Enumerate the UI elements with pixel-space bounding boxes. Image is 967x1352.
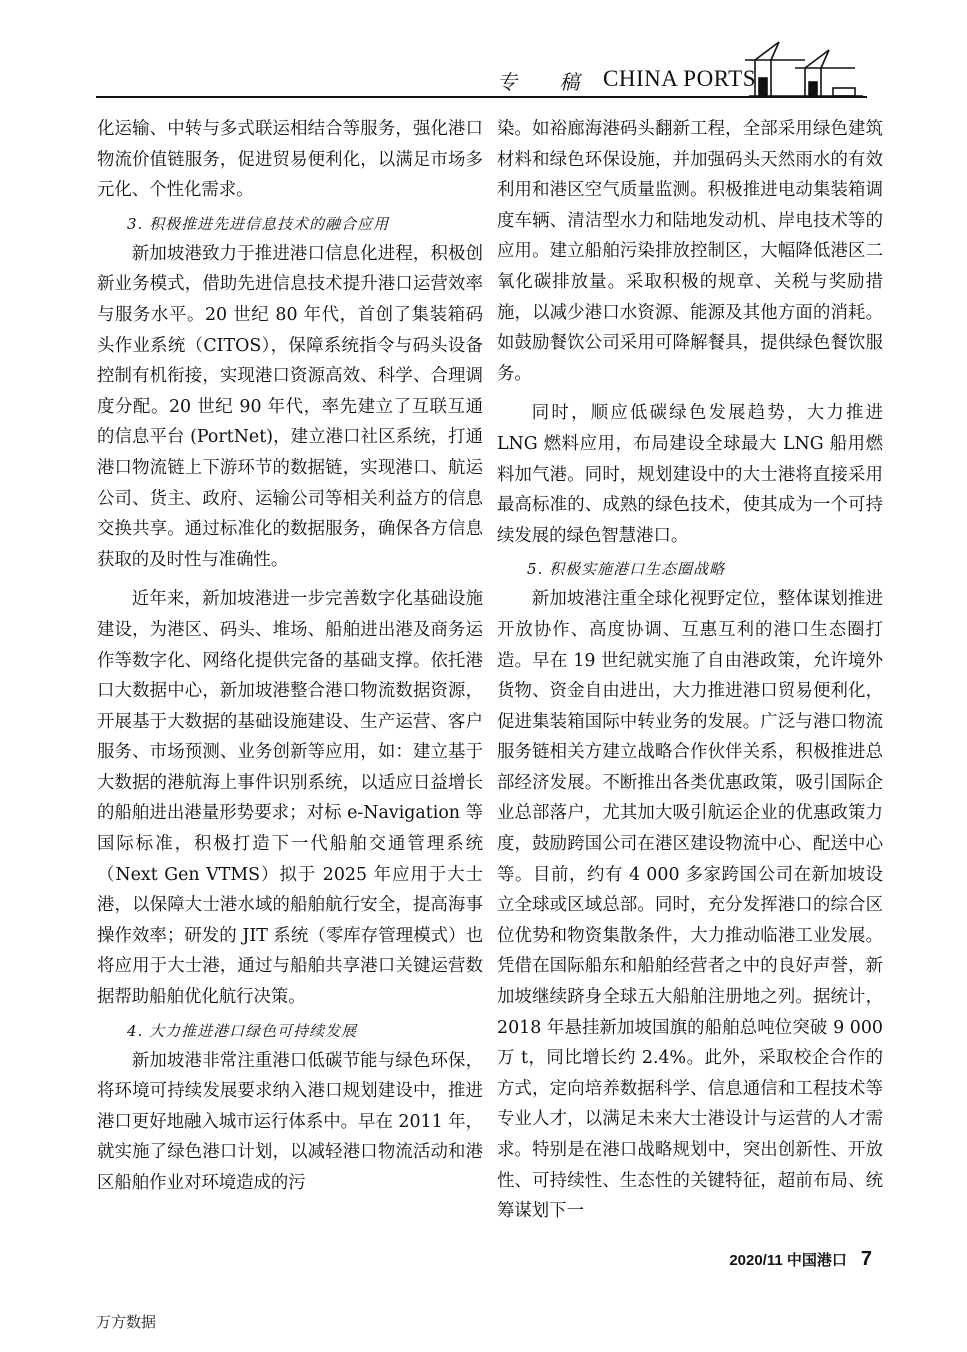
- subsection-heading: 4. 大力推进港口绿色可持续发展: [127, 1021, 358, 1040]
- paragraph: 近年来，新加坡港进一步完善数字化基础设施建设，为港区、码头、堆场、船舶进出港及商务运作等数字化、网络化提供完备的基础支撑。依托港口大数据中心，新加坡港整合港口物流数据资源，开展基于大数据的基础设施建设、生产运营、客户服务、市场预测、业务创新等应用，如：建立基于大数据的港航海上事件识别系统，以适应日益增长的船舶进出港量形势要求；对标 e-Navigation 等国际标准，积极打造下一代船舶交通管理系统（Next Gen VTMS）拟于 2025 年应用于大士港，以保障大士港水域的船舶航行安全，提高海事操作效率；研发的 JIT 系统（零库存管理模式）也将应用于大士港，通过与船舶共享港口关键运营数据帮助船舶优化航行决策。: [97, 589, 483, 1008]
- paragraph: 化运输、中转与多式联运相结合等服务，强化港口物流价值链服务，促进贸易便利化，以满足市场多元化、个性化需求。: [97, 119, 483, 201]
- section-label: 专 稿: [497, 70, 598, 94]
- subsection-heading: 3. 积极推进先进信息技术的融合应用: [127, 214, 390, 233]
- paragraph: 新加坡港非常注重港口低碳节能与绿色环保，将环境可持续发展要求纳入港口规划建设中，推进港口更好地融入城市运行体系中。早在 2011 年，就实施了绿色港口计划，以减轻港口物流活动和港区船舶作业对环境造成的污: [97, 1050, 483, 1193]
- header-rule: [96, 96, 867, 98]
- issue-label: 2020/11 中国港口: [729, 1252, 847, 1269]
- paragraph: 同时，顺应低碳绿色发展趋势，大力推进 LNG 燃料应用，布局建设全球最大 LNG 船用燃料加气港。同时，规划建设中的大士港将直接采用最高标准的、成熟的绿色技术，使其成为一个可持续发展的绿色智慧港口。: [497, 403, 883, 546]
- paragraph: 新加坡港注重全球化视野定位，整体谋划推进开放协作、高度协调、互惠互利的港口生态圈打造。早在 19 世纪就实施了自由港政策，允许境外货物、资金自由进出，大力推进港口贸易便利化，促进集装箱国际中转业务的发展。广泛与港口物流服务链相关方建立战略合作伙伴关系，积极推进总部经济发展。不断推出各类优惠政策，吸引国际企业总部落户，尤其加大吸引航运企业的优惠政策力度，鼓励跨国公司在港区建设物流中心、配送中心等。目前，约有 4 000 多家跨国公司在新加坡设立全球或区域总部。同时，充分发挥港口的综合区位优势和物资集散条件，大力推动临港工业发展。凭借在国际船东和船舶经营者之中的良好声誉，新加坡继续跻身全球五大船舶注册地之列。据统计，2018 年悬挂新加坡国旗的船舶总吨位突破 9 000 万 t，同比增长约 2.4%。此外，采取校企合作的方式，定向培养数据科学、信息通信和工程技术等专业人才，以满足未来大士港设计与运营的人才需求。特别是在港口战略规划中，突出创新性、开放性、可持续性、生态性的关键特征，超前布局、统筹谋划下一: [497, 589, 883, 1222]
- watermark: 万方数据: [96, 1313, 157, 1331]
- port-crane-logo-icon: [745, 38, 867, 98]
- paragraph: 染。如裕廊海港码头翻新工程，全部采用绿色建筑材料和绿色环保设施，并加强码头天然雨水的有效利用和港区空气质量监测。积极推进电动集装箱调度车辆、清洁型水力和陆地发动机、岸电技术等的应用。建立船舶污染排放控制区，大幅降低港区二氧化碳排放量。采取积极的规章、关税与奖励措施，以减少港口水资源、能源及其他方面的消耗。如鼓励餐饮公司采用可降解餐具，提供绿色餐饮服务。: [497, 119, 883, 384]
- paragraph: 新加坡港致力于推进港口信息化进程，积极创新业务模式，借助先进信息技术提升港口运营效率与服务水平。20 世纪 80 年代，首创了集装箱码头作业系统（CITOS），保障系统指令与码头设备控制有机衔接，实现港口资源高效、科学、合理调度分配。20 世纪 90 年代，率先建立了互联互通的信息平台 (PortNet)，建立港口社区系统，打通港口物流链上下游环节的数据链，实现港口、航运公司、货主、政府、运输公司等相关利益方的信息交换共享。通过标准化的数据服务，确保各方信息获取的及时性与准确性。: [97, 243, 483, 570]
- page-header: [0, 0, 967, 100]
- page-number: 7: [860, 1248, 872, 1270]
- journal-brand: CHINA PORTS: [603, 66, 757, 91]
- subsection-heading: 5. 积极实施港口生态圈战略: [527, 560, 726, 579]
- right-column: [497, 114, 883, 1227]
- page-footer: [729, 1248, 872, 1271]
- left-column: [97, 114, 483, 1199]
